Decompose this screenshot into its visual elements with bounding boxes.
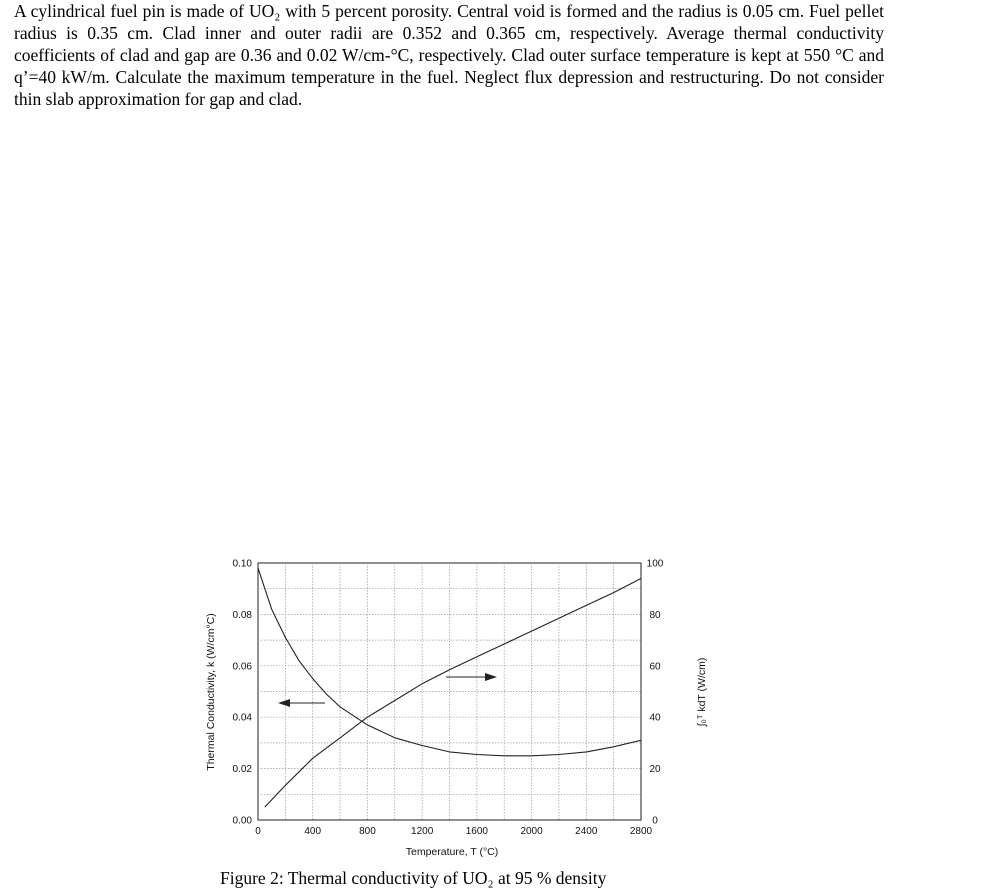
series-line-integral xyxy=(265,578,641,807)
x-tick-label: 2800 xyxy=(629,826,653,837)
conductivity-chart xyxy=(0,550,985,892)
y-tick-label: 0.08 xyxy=(232,609,252,621)
y2-tick-label: 20 xyxy=(649,764,661,776)
y2-axis-label: ∫₀ᵀ kdT (W/cm) xyxy=(696,657,708,727)
x-tick-label: 1600 xyxy=(465,826,488,837)
y-tick-label: 0.02 xyxy=(232,764,252,776)
x-tick-label: 800 xyxy=(359,826,376,837)
figure-caption: Figure 2: Thermal conductivity of UO₂ at 95 % density xyxy=(220,868,607,888)
y2-tick-label: 60 xyxy=(649,661,661,673)
grid xyxy=(258,563,641,820)
y-axis-label: Thermal Conductivity, k (W/cm°C) xyxy=(205,613,217,771)
arrow-right-head xyxy=(485,673,497,681)
y2-tick-label: 100 xyxy=(646,558,664,570)
y-tick-labels xyxy=(233,559,253,827)
arrow-left-head xyxy=(278,699,290,707)
x-tick-label: 1200 xyxy=(411,826,434,837)
x-axis-label: Temperature, T (°C) xyxy=(405,846,499,858)
y2-tick-label: 40 xyxy=(649,712,661,724)
y2-tick-label: 80 xyxy=(649,609,661,621)
problem-statement: A cylindrical fuel pin is made of UO₂ with 5 percent porosity. Central void is formed and the radius is 0.05 cm. Fuel pellet radius is 0.35 cm. Clad inner and outer radii are 0.352 and 0.365 cm, respectively. Average thermal conductivity coefficients of clad and gap are 0.36 and 0.02 W/cm-°C, respectively. Clad outer surface temperature is kept at 550 °C and q’=40 kW/m. Calculate the maximum temperature in the fuel. Neglect flux depression and restructuring. Do not consider thin slab approximation for gap and clad. xyxy=(14,1,884,109)
x-tick-label: 2400 xyxy=(575,826,598,837)
y-tick-label: 0.04 xyxy=(232,712,252,724)
y-tick-label: 0.06 xyxy=(232,661,252,673)
x-tick-label: 0 xyxy=(255,826,261,837)
y2-tick-label: 0 xyxy=(652,815,658,827)
x-tick-label: 2000 xyxy=(520,826,543,837)
x-tick-label: 400 xyxy=(304,826,322,837)
x-tick-labels xyxy=(255,826,652,837)
y-tick-label: 0.00 xyxy=(232,815,252,827)
y-tick-label: 0.10 xyxy=(232,558,252,570)
y2-tick-labels xyxy=(647,559,664,827)
